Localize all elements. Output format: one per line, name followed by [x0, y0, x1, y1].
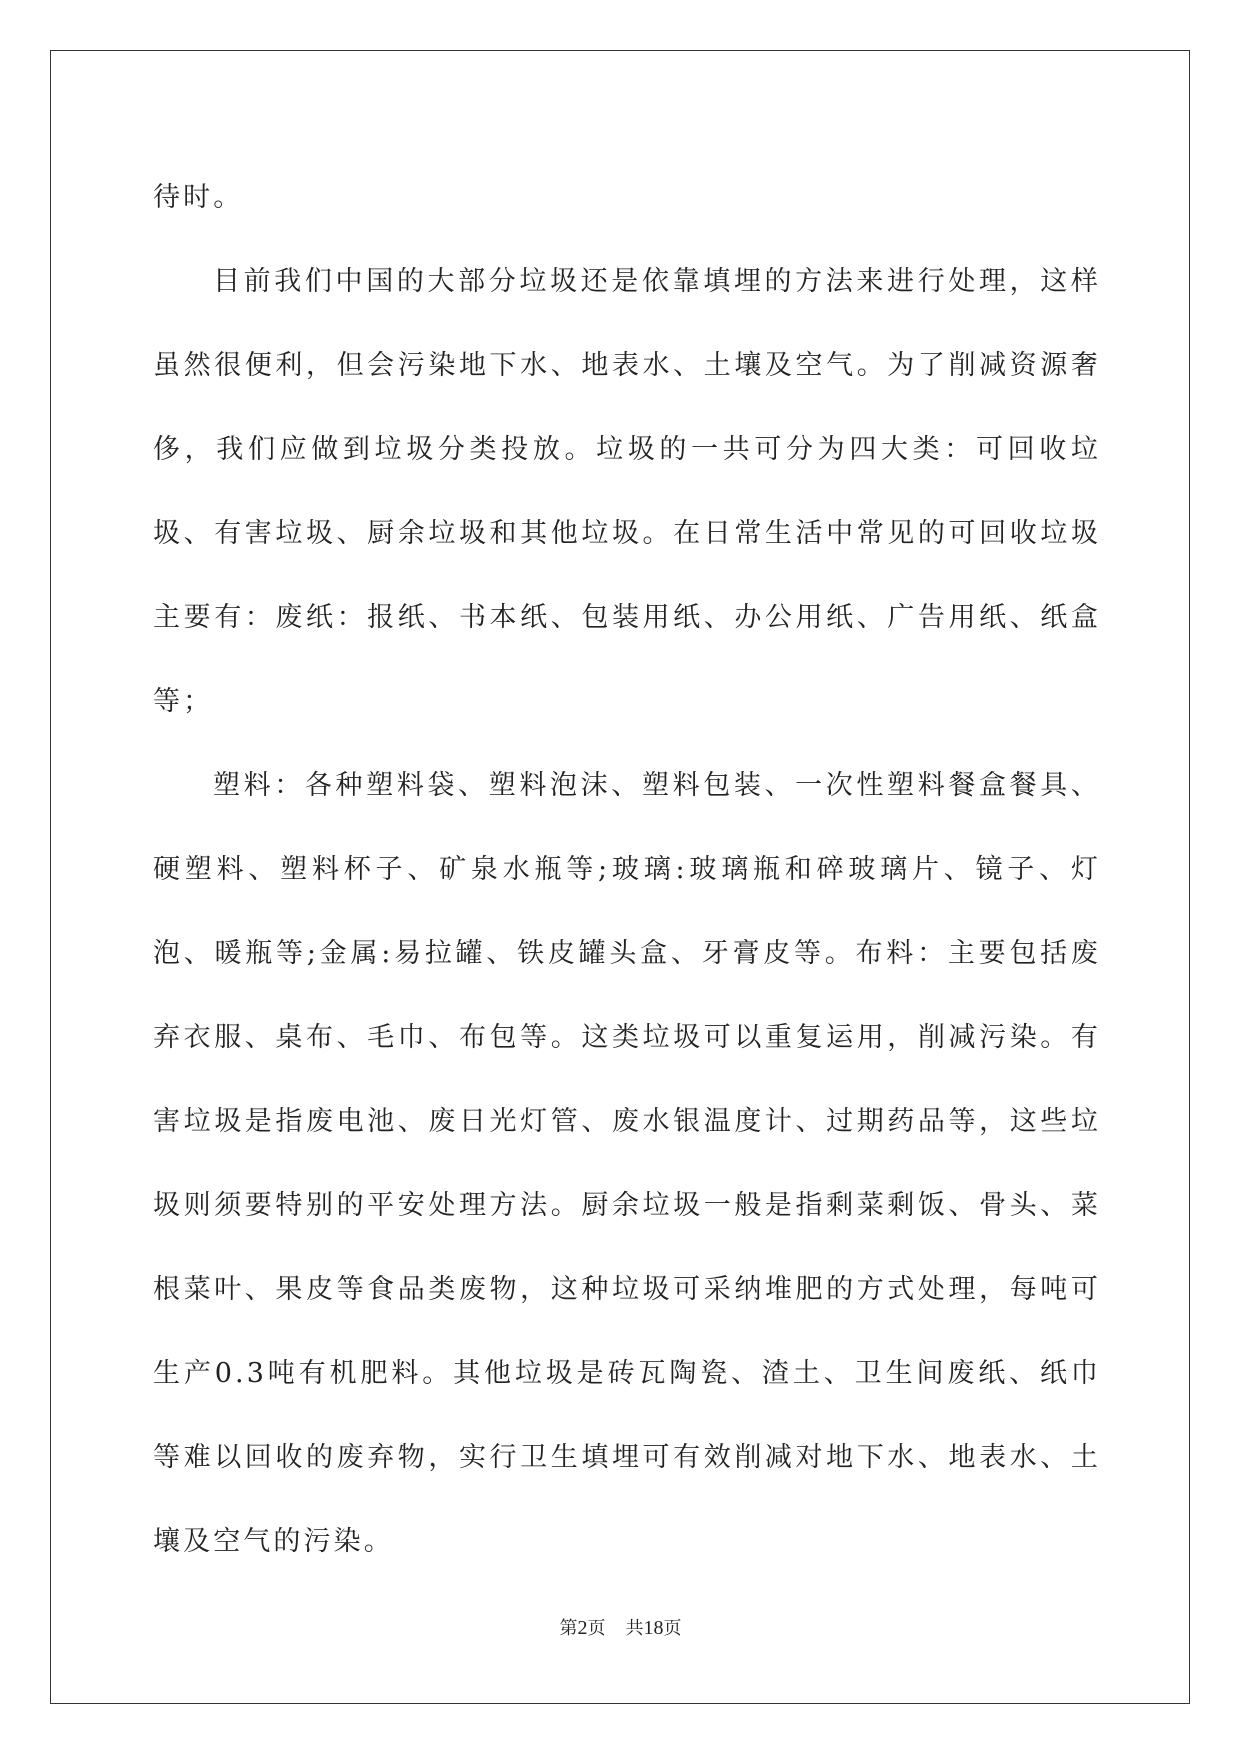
page-footer [0, 1614, 1241, 1640]
total-prefix: 共 [625, 1618, 644, 1638]
paragraph-2: 目前我们中国的大部分垃圾还是依靠填埋的方法来进行处理，这样虽然很便利，但会污染地下水、地表水、土壤及空气。为了削减资源奢侈，我们应做到垃圾分类投放。垃圾的一共可分为四大类：可回收垃圾、有害垃圾、厨余垃圾和其他垃圾。在日常生活中常见的可回收垃圾主要有：废纸：报纸、书本纸、包装用纸、办公用纸、广告用纸、纸盒等； [153, 266, 1101, 717]
page-suffix: 页 [587, 1618, 606, 1638]
total-suffix: 页 [663, 1618, 682, 1638]
document-body [153, 156, 1101, 1584]
paragraph-1: 待时。 [153, 182, 244, 213]
page-prefix: 第 [559, 1618, 578, 1638]
page-number: 2 [577, 1617, 588, 1639]
total-pages: 18 [643, 1617, 664, 1639]
paragraph-3: 塑料：各种塑料袋、塑料泡沫、塑料包装、一次性塑料餐盒餐具、硬塑料、塑料杯子、矿泉水瓶等;玻璃:玻璃瓶和碎玻璃片、镜子、灯泡、暖瓶等;金属:易拉罐、铁皮罐头盒、牙膏皮等。布料：主要包括废弃衣服、桌布、毛巾、布包等。这类垃圾可以重复运用，削减污染。有害垃圾是指废电池、废日光灯管、废水银温度计、过期药品等，这些垃圾则须要特别的平安处理方法。厨余垃圾一般是指剩菜剩饭、骨头、菜根菜叶、果皮等食品类废物，这种垃圾可采纳堆肥的方式处理，每吨可生产0.3吨有机肥料。其他垃圾是砖瓦陶瓷、渣土、卫生间废纸、纸巾等难以回收的废弃物，实行卫生填埋可有效削减对地下水、地表水、土壤及空气的污染。 [153, 770, 1101, 1557]
